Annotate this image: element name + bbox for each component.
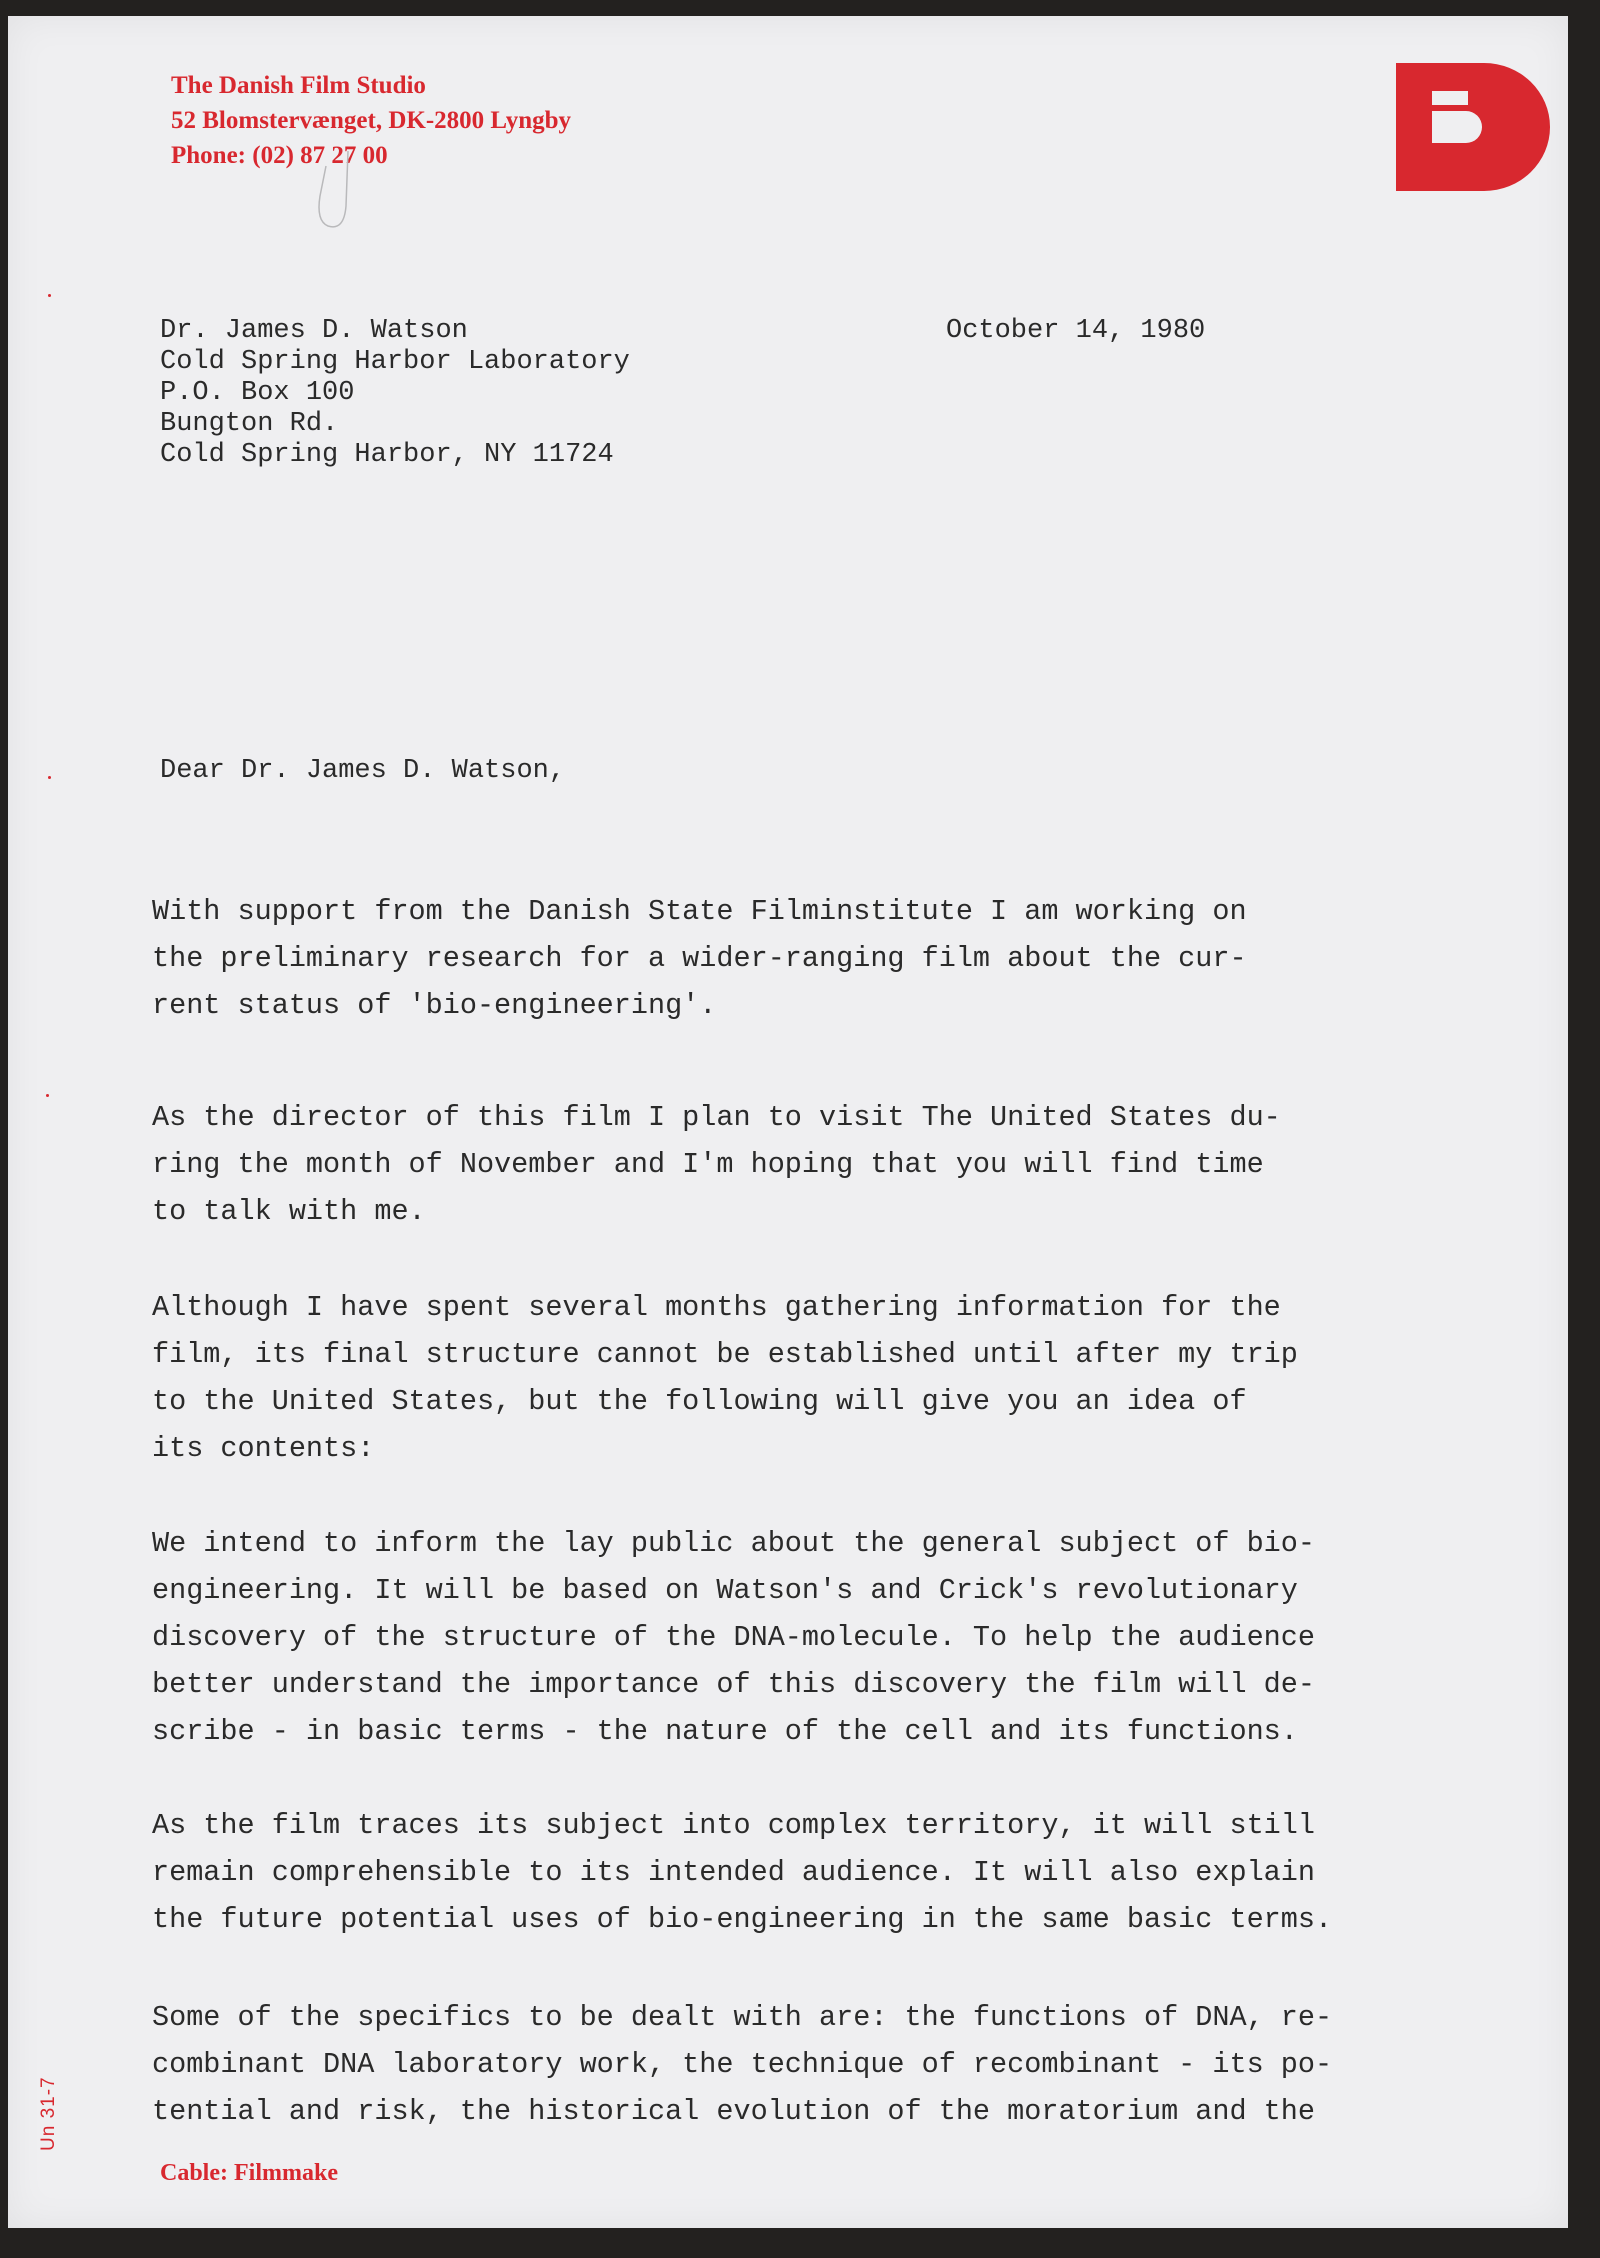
letter-date: October 14, 1980 — [946, 316, 1206, 346]
paragraph-line: discovery of the structure of the DNA-molecule. To help the audience — [152, 1621, 1315, 1654]
paragraph — [152, 1802, 1332, 1943]
letter-page — [8, 16, 1568, 2228]
paragraph-line: With support from the Danish State Filminstitute I am working on — [152, 895, 1247, 928]
paragraph-line: remain comprehensible to its intended audience. It will also explain — [152, 1856, 1315, 1889]
paragraph-line: the preliminary research for a wider-ranging film about the cur- — [152, 942, 1247, 975]
recipient-line: P.O. Box 100 — [160, 378, 355, 408]
paragraph — [152, 888, 1247, 1029]
recipient-line: Cold Spring Harbor, NY 11724 — [160, 440, 614, 470]
paragraph-line: tential and risk, the historical evolution of the moratorium and the — [152, 2095, 1315, 2128]
paragraph-line: combinant DNA laboratory work, the technique of recombinant - its po- — [152, 2048, 1333, 2081]
salutation: Dear Dr. James D. Watson, — [160, 756, 566, 786]
paragraph-line: As the director of this film I plan to visit The United States du- — [152, 1101, 1281, 1134]
paragraph-line: ring the month of November and I'm hoping that you will find time — [152, 1148, 1264, 1181]
company-phone: Phone: (02) 87 27 00 — [171, 142, 388, 169]
paragraph — [152, 1094, 1281, 1235]
paragraph-line: As the film traces its subject into complex territory, it will still — [152, 1809, 1315, 1842]
paragraph-line: Although I have spent several months gathering information for the — [152, 1291, 1281, 1324]
recipient-address — [160, 316, 630, 471]
paragraph-line: its contents: — [152, 1432, 375, 1465]
recipient-line: Cold Spring Harbor Laboratory — [160, 347, 630, 377]
paragraph-line: film, its final structure cannot be established until after my trip — [152, 1338, 1298, 1371]
paragraph — [152, 1994, 1332, 2135]
recipient-line: Bungton Rd. — [160, 409, 339, 439]
form-code: Un 31-7 — [38, 2076, 59, 2151]
recipient-line: Dr. James D. Watson — [160, 316, 468, 346]
paragraph-line: to talk with me. — [152, 1195, 426, 1228]
paragraph-line: better understand the importance of this discovery the film will de- — [152, 1668, 1315, 1701]
paragraph — [152, 1284, 1298, 1472]
margin-dot — [48, 294, 51, 297]
paperclip-mark-icon — [308, 146, 368, 266]
cable-address: Cable: Filmmake — [160, 2160, 338, 2186]
paragraph-line: to the United States, but the following will give you an idea of — [152, 1385, 1247, 1418]
margin-dot — [48, 776, 51, 779]
letterhead — [171, 68, 571, 173]
paragraph-line: scribe - in basic terms - the nature of the cell and its functions. — [152, 1715, 1298, 1748]
company-name: The Danish Film Studio — [171, 72, 426, 99]
paragraph — [152, 1520, 1315, 1755]
paragraph-line: rent status of 'bio-engineering'. — [152, 989, 717, 1022]
paragraph-line: engineering. It will be based on Watson's and Crick's revolutionary — [152, 1574, 1298, 1607]
company-address: 52 Blomstervænget, DK-2800 Lyngby — [171, 107, 571, 134]
paragraph-line: Some of the specifics to be dealt with are: the functions of DNA, re- — [152, 2001, 1333, 2034]
red-F-logo-icon — [1396, 63, 1550, 191]
margin-dot — [46, 1094, 49, 1097]
paragraph-line: We intend to inform the lay public about the general subject of bio- — [152, 1527, 1315, 1560]
paragraph-line: the future potential uses of bio-engineering in the same basic terms. — [152, 1903, 1333, 1936]
